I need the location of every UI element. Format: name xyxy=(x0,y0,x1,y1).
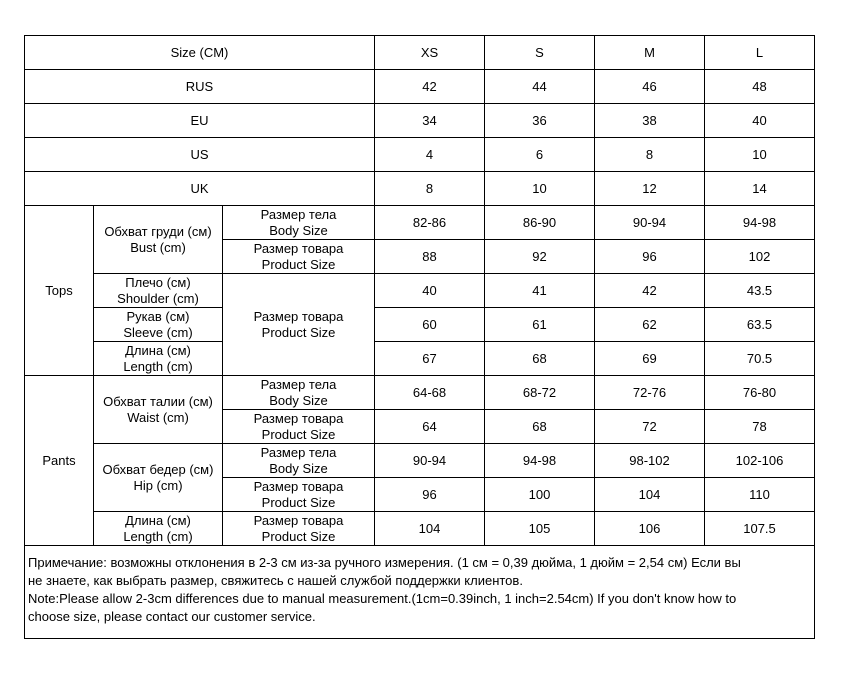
pants-waist-body-row xyxy=(25,376,815,410)
table-cell: 70.5 xyxy=(705,342,815,376)
sleeve-label xyxy=(94,308,223,342)
size-cm-header: Size (CM) xyxy=(25,36,375,70)
table-cell: 42 xyxy=(595,274,705,308)
table-cell: 64-68 xyxy=(375,376,485,410)
note-ru-line2: не знаете, как выбрать размер, свяжитесь с нашей службой поддержки клиентов. xyxy=(28,573,523,588)
tops-label: Tops xyxy=(25,206,94,376)
table-cell: 6 xyxy=(485,138,595,172)
table-cell: 61 xyxy=(485,308,595,342)
table-cell: 44 xyxy=(485,70,595,104)
tops-shoulder-row xyxy=(25,274,815,308)
product-size-en: Product Size xyxy=(261,256,336,272)
size-chart xyxy=(24,35,815,639)
table-cell: 69 xyxy=(595,342,705,376)
table-cell: 43.5 xyxy=(705,274,815,308)
table-cell: 68 xyxy=(485,342,595,376)
body-size-label xyxy=(223,376,375,410)
table-cell: 68 xyxy=(485,410,595,444)
shoulder-label xyxy=(94,274,223,308)
table-cell: 38 xyxy=(595,104,705,138)
table-cell: 76-80 xyxy=(705,376,815,410)
body-size-label xyxy=(223,206,375,240)
product-size-ru: Размер товара xyxy=(253,308,344,324)
pants-hip-body-row xyxy=(25,444,815,478)
note-en-line1: Note:Please allow 2-3cm differences due to manual measurement.(1cm=0.39inch, 1 inch=2.54cm) If you don't know how to xyxy=(28,591,737,606)
table-cell: 40 xyxy=(705,104,815,138)
rus-row xyxy=(25,70,815,104)
table-cell: 36 xyxy=(485,104,595,138)
note-row xyxy=(25,546,815,639)
table-cell: 60 xyxy=(375,308,485,342)
length-label-ru: Длина (см) xyxy=(125,512,191,528)
length-label xyxy=(94,512,223,546)
length-label xyxy=(94,342,223,376)
hip-label-ru: Обхват бедер (см) xyxy=(102,461,214,477)
table-cell: 82-86 xyxy=(375,206,485,240)
product-size-ru: Размер товара xyxy=(253,478,344,494)
table-cell: 62 xyxy=(595,308,705,342)
tops-length-row xyxy=(25,342,815,376)
table-cell: 105 xyxy=(485,512,595,546)
table-cell: 10 xyxy=(705,138,815,172)
bust-label xyxy=(94,206,223,274)
product-size-label xyxy=(223,240,375,274)
table-cell: 42 xyxy=(375,70,485,104)
size-l-header: L xyxy=(705,36,815,70)
table-cell: 8 xyxy=(595,138,705,172)
table-cell: 78 xyxy=(705,410,815,444)
body-size-ru: Размер тела xyxy=(260,376,337,392)
sleeve-label-en: Sleeve (cm) xyxy=(123,324,193,340)
size-m-header: M xyxy=(595,36,705,70)
body-size-ru: Размер тела xyxy=(260,444,337,460)
tops-bust-body-row xyxy=(25,206,815,240)
product-size-ru: Размер товара xyxy=(253,240,344,256)
table-cell: 110 xyxy=(705,478,815,512)
table-cell: 102 xyxy=(705,240,815,274)
waist-label xyxy=(94,376,223,444)
waist-label-en: Waist (cm) xyxy=(127,409,189,425)
product-size-ru: Размер товара xyxy=(253,512,344,528)
table-cell: 96 xyxy=(375,478,485,512)
eu-row xyxy=(25,104,815,138)
table-cell: 96 xyxy=(595,240,705,274)
tops-sleeve-row xyxy=(25,308,815,342)
table-cell: 72-76 xyxy=(595,376,705,410)
size-xs-header: XS xyxy=(375,36,485,70)
table-cell: 94-98 xyxy=(705,206,815,240)
eu-label: EU xyxy=(25,104,375,138)
table-cell: 106 xyxy=(595,512,705,546)
table-cell: 46 xyxy=(595,70,705,104)
us-row xyxy=(25,138,815,172)
length-label-ru: Длина (см) xyxy=(125,342,191,358)
pants-label: Pants xyxy=(25,376,94,546)
hip-label xyxy=(94,444,223,512)
table-cell: 41 xyxy=(485,274,595,308)
bust-label-en: Bust (cm) xyxy=(130,239,186,255)
table-cell: 14 xyxy=(705,172,815,206)
header-row xyxy=(25,36,815,70)
sleeve-label-ru: Рукав (см) xyxy=(126,308,190,324)
table-cell: 104 xyxy=(375,512,485,546)
body-size-en: Body Size xyxy=(269,392,328,408)
table-cell: 90-94 xyxy=(375,444,485,478)
table-cell: 86-90 xyxy=(485,206,595,240)
shoulder-label-ru: Плечо (см) xyxy=(125,274,191,290)
measurement-note xyxy=(25,546,815,639)
table-cell: 67 xyxy=(375,342,485,376)
product-size-en: Product Size xyxy=(261,426,336,442)
table-cell: 88 xyxy=(375,240,485,274)
table-cell: 94-98 xyxy=(485,444,595,478)
rus-label: RUS xyxy=(25,70,375,104)
table-cell: 12 xyxy=(595,172,705,206)
body-size-en: Body Size xyxy=(269,222,328,238)
product-size-en: Product Size xyxy=(261,324,336,340)
product-size-label xyxy=(223,512,375,546)
product-size-en: Product Size xyxy=(261,494,336,510)
table-cell: 92 xyxy=(485,240,595,274)
table-cell: 10 xyxy=(485,172,595,206)
note-en-line2: choose size, please contact our customer service. xyxy=(28,609,316,624)
hip-label-en: Hip (cm) xyxy=(133,477,183,493)
table-cell: 98-102 xyxy=(595,444,705,478)
table-cell: 48 xyxy=(705,70,815,104)
bust-label-ru: Обхват груди (см) xyxy=(104,223,212,239)
size-s-header: S xyxy=(485,36,595,70)
table-cell: 34 xyxy=(375,104,485,138)
table-cell: 90-94 xyxy=(595,206,705,240)
table-cell: 107.5 xyxy=(705,512,815,546)
table-cell: 63.5 xyxy=(705,308,815,342)
table-cell: 68-72 xyxy=(485,376,595,410)
table-cell: 64 xyxy=(375,410,485,444)
body-size-en: Body Size xyxy=(269,460,328,476)
table-cell: 40 xyxy=(375,274,485,308)
body-size-ru: Размер тела xyxy=(260,206,337,222)
length-label-en: Length (cm) xyxy=(123,528,193,544)
waist-label-ru: Обхват талии (см) xyxy=(103,393,213,409)
length-label-en: Length (cm) xyxy=(123,358,193,374)
table-cell: 102-106 xyxy=(705,444,815,478)
table-cell: 4 xyxy=(375,138,485,172)
shoulder-label-en: Shoulder (cm) xyxy=(117,290,199,306)
product-size-ru: Размер товара xyxy=(253,410,344,426)
note-ru-line1: Примечание: возможны отклонения в 2-3 см из-за ручного измерения. (1 см = 0,39 дюйма, 1 дюйм = 2,54 см) Если вы xyxy=(28,555,741,570)
pants-length-row xyxy=(25,512,815,546)
size-table xyxy=(24,35,815,639)
table-cell: 72 xyxy=(595,410,705,444)
product-size-en: Product Size xyxy=(261,528,336,544)
table-cell: 100 xyxy=(485,478,595,512)
table-cell: 8 xyxy=(375,172,485,206)
body-size-label xyxy=(223,444,375,478)
us-label: US xyxy=(25,138,375,172)
product-size-label xyxy=(223,478,375,512)
product-size-label xyxy=(223,274,375,376)
uk-row xyxy=(25,172,815,206)
table-cell: 104 xyxy=(595,478,705,512)
uk-label: UK xyxy=(25,172,375,206)
product-size-label xyxy=(223,410,375,444)
